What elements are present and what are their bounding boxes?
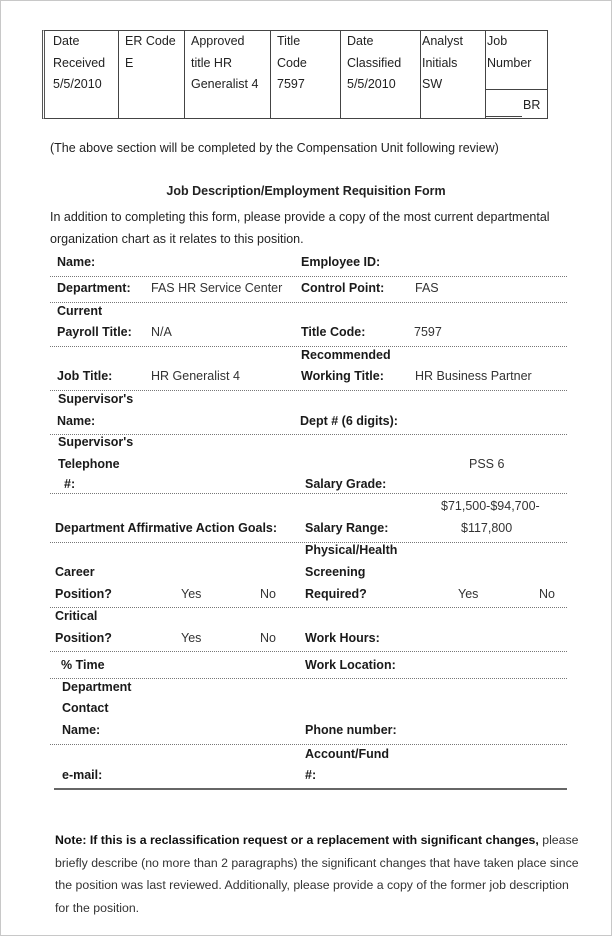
phys-label-1: Physical/Health [305,543,398,557]
pct-time-label: % Time [61,658,105,672]
account-label-2: #: [305,768,317,782]
job-number-blank[interactable] [486,104,522,117]
career-label-2: Position? [55,587,112,601]
dept-num-label: Dept # (6 digits): [300,414,398,428]
control-point-value[interactable]: FAS [415,281,439,295]
phys-label-3: Required? [305,587,367,601]
row-divider [50,744,567,745]
title-code-field-value[interactable]: 7597 [414,325,442,339]
sup-tel-label-3: #: [64,477,76,491]
compensation-note: (The above section will be completed by the Compensation Unit following review) [50,141,499,155]
job-number-field[interactable] [486,95,540,117]
job-number-suffix: BR [523,98,541,112]
phone-number-label: Phone number: [305,723,397,737]
control-point-label: Control Point: [301,281,385,295]
critical-label-2: Position? [55,631,112,645]
row-divider [50,678,567,679]
date-classified-cell [341,31,421,118]
phys-no-option[interactable]: No [539,587,555,601]
aff-action-label: Department Affirmative Action Goals: [55,521,278,535]
salary-grade-value[interactable]: PSS 6 [469,457,505,471]
row-divider [50,607,567,608]
row-divider [50,276,567,277]
analyst-initials-cell [421,31,486,118]
department-label: Department: [57,281,131,295]
date-classified-value: 5/5/2010 [347,77,396,91]
career-no-option[interactable]: No [260,587,276,601]
date-received-cell [45,31,119,118]
date-received-value: 5/5/2010 [53,77,102,91]
dept-contact-label-1: Department [62,680,132,694]
job-title-value[interactable]: HR Generalist 4 [151,369,240,383]
job-number-label: Job [487,34,508,48]
title-code-value: 7597 [277,77,305,91]
name-label: Name: [57,255,96,269]
sup-tel-label-2: Telephone [58,457,120,471]
job-number-label-2: Number [487,55,532,70]
current-payroll-value[interactable]: N/A [151,325,172,339]
row-divider [50,651,567,652]
dept-contact-label-3: Name: [62,723,101,737]
email-label: e-mail: [62,768,103,782]
date-received-label-2: Received [53,55,106,70]
intro-text: In addition to completing this form, please provide a copy of the most current departmental organization chart as it relates to this position. [50,210,550,246]
rec-working-value[interactable]: HR Business Partner [415,369,532,383]
salary-range-value-2: $117,800 [461,521,513,535]
salary-grade-label: Salary Grade: [305,477,387,491]
er-code-cell [119,31,185,118]
sup-name-label-1: Supervisor's [58,392,134,406]
row-divider [50,390,567,391]
employee-id-label: Employee ID: [301,255,381,269]
sup-name-label-2: Name: [57,414,96,428]
footer-note-text: please briefly describe (no more than 2 paragraphs) the significant changes that have taken place since the position was last reviewed. Additionally, please provide a copy of the former job description for the position. [55,833,579,915]
career-yes-option[interactable]: Yes [181,587,202,601]
career-label-1: Career [55,565,95,579]
work-hours-label: Work Hours: [305,631,380,645]
title-code-label: Title [277,34,301,48]
date-classified-label-2: Classified [347,55,402,70]
phys-label-2: Screening [305,565,366,579]
salary-range-value-1[interactable]: $71,500-$94,700- [441,499,540,513]
current-payroll-label-2: Payroll Title: [57,325,132,339]
approved-title-cell [185,31,271,118]
critical-label-1: Critical [55,609,98,623]
department-value[interactable]: FAS HR Service Center [151,281,283,295]
row-divider [50,493,567,494]
current-payroll-label-1: Current [57,304,103,318]
job-number-cell [486,31,547,118]
approved-title-label: Approved [191,34,245,48]
form-title: Job Description/Employment Requisition Form [166,184,446,198]
title-code-label-2: Code [277,55,307,70]
account-label-1: Account/Fund [305,747,390,761]
compensation-table [42,30,548,119]
work-location-label: Work Location: [305,658,396,672]
row-divider [50,346,567,347]
title-code-cell [271,31,341,118]
sup-tel-label-1: Supervisor's [58,435,134,449]
footer-note-bold: Note: If this is a reclassification request or a replacement with significant changes, [55,833,539,847]
dept-contact-label-2: Contact [62,701,109,715]
phys-yes-option[interactable]: Yes [458,587,479,601]
analyst-initials-label-2: Initials [422,55,458,70]
er-code-label: ER Code [125,34,176,48]
salary-range-label: Salary Range: [305,521,389,535]
rec-working-label-1: Recommended [301,348,391,362]
analyst-initials-label: Analyst [422,34,463,48]
row-divider [50,302,567,303]
rec-working-label-2: Working Title: [301,369,384,383]
analyst-initials-value: SW [422,77,443,91]
job-title-label: Job Title: [57,369,113,383]
approved-title-value-1: title HR [191,55,232,70]
critical-no-option[interactable]: No [260,631,276,645]
footer-note [55,829,585,919]
date-classified-label: Date [347,34,374,48]
critical-yes-option[interactable]: Yes [181,631,202,645]
title-code-field-label: Title Code: [301,325,366,339]
er-code-value: E [125,55,134,70]
date-received-label: Date [53,34,80,48]
job-number-divider [486,89,547,90]
section-end-rule [54,788,567,790]
approved-title-value-2: Generalist 4 [191,77,259,91]
